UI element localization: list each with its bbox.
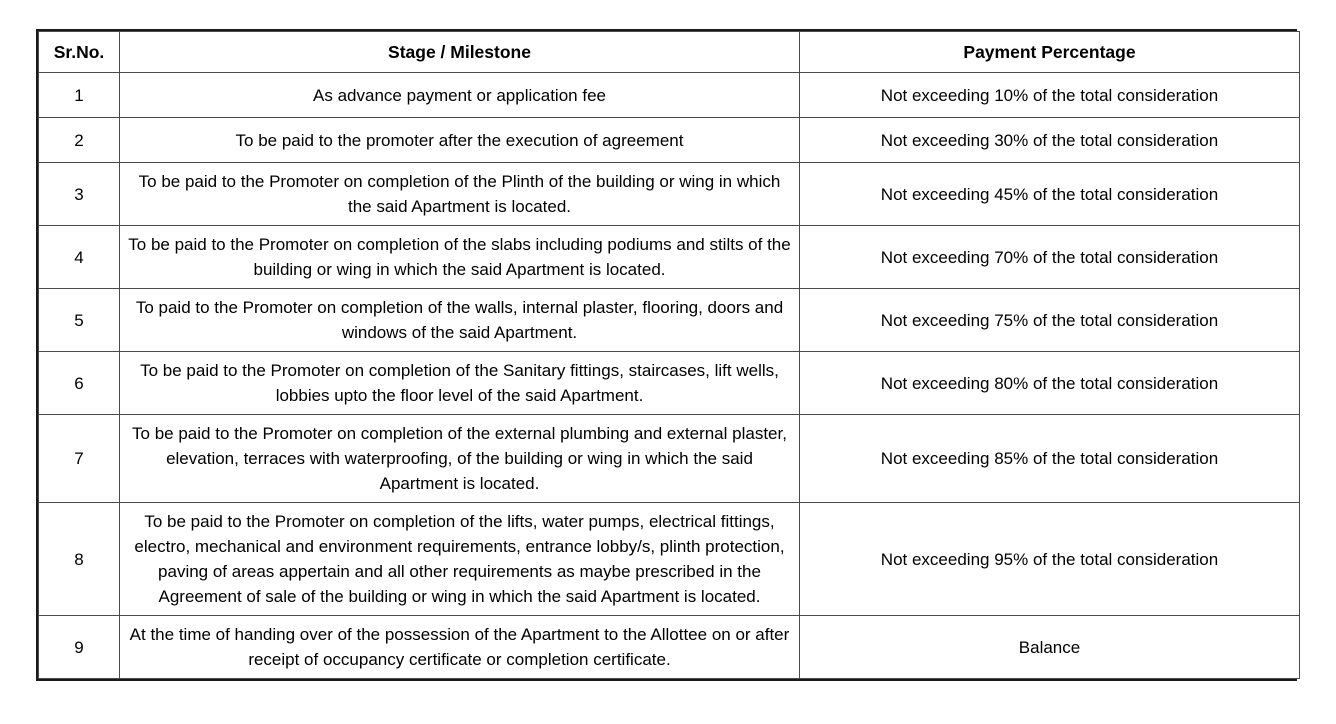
cell-srno: 1 — [39, 73, 120, 118]
table-header — [39, 32, 1300, 73]
cell-payment: Not exceeding 75% of the total consideration — [800, 289, 1300, 352]
table-row — [39, 289, 1300, 352]
table-row — [39, 226, 1300, 289]
cell-payment: Not exceeding 30% of the total consideration — [800, 118, 1300, 163]
cell-stage: To be paid to the Promoter on completion of the Sanitary fittings, staircases, lift wells, lobbies upto the floor level of the said Apartment. — [120, 352, 800, 415]
table-body — [39, 73, 1300, 679]
cell-srno: 5 — [39, 289, 120, 352]
table-row — [39, 503, 1300, 616]
cell-srno: 2 — [39, 118, 120, 163]
cell-payment: Not exceeding 10% of the total consideration — [800, 73, 1300, 118]
table-row — [39, 73, 1300, 118]
column-header-stage-milestone: Stage / Milestone — [120, 32, 800, 73]
cell-stage: To be paid to the Promoter on completion of the Plinth of the building or wing in which the said Apartment is located. — [120, 163, 800, 226]
cell-srno: 9 — [39, 616, 120, 679]
cell-srno: 6 — [39, 352, 120, 415]
cell-stage: To be paid to the promoter after the execution of agreement — [120, 118, 800, 163]
cell-payment: Not exceeding 45% of the total consideration — [800, 163, 1300, 226]
cell-stage: To paid to the Promoter on completion of the walls, internal plaster, flooring, doors and windows of the said Apartment. — [120, 289, 800, 352]
cell-payment: Not exceeding 95% of the total consideration — [800, 503, 1300, 616]
cell-stage: As advance payment or application fee — [120, 73, 800, 118]
cell-srno: 3 — [39, 163, 120, 226]
cell-payment: Not exceeding 85% of the total consideration — [800, 415, 1300, 503]
column-header-srno: Sr.No. — [39, 32, 120, 73]
cell-stage: At the time of handing over of the possession of the Apartment to the Allottee on or after receipt of occupancy certificate or completion certificate. — [120, 616, 800, 679]
cell-stage: To be paid to the Promoter on completion of the slabs including podiums and stilts of the building or wing in which the said Apartment is located. — [120, 226, 800, 289]
table-row — [39, 352, 1300, 415]
table-row — [39, 163, 1300, 226]
table-header-row — [39, 32, 1300, 73]
cell-payment: Balance — [800, 616, 1300, 679]
table-row — [39, 118, 1300, 163]
cell-payment: Not exceeding 70% of the total consideration — [800, 226, 1300, 289]
payment-milestone-table — [38, 31, 1300, 679]
table-row — [39, 415, 1300, 503]
payment-milestone-table-container — [36, 29, 1297, 681]
column-header-payment-percentage: Payment Percentage — [800, 32, 1300, 73]
cell-stage: To be paid to the Promoter on completion of the lifts, water pumps, electrical fittings, electro, mechanical and environment requirements, entrance lobby/s, plinth protection, paving of areas appertain and all other requirements as maybe prescribed in the Agreement of sale of the building or wing in which the said Apartment is located. — [120, 503, 800, 616]
cell-payment: Not exceeding 80% of the total consideration — [800, 352, 1300, 415]
cell-srno: 7 — [39, 415, 120, 503]
table-row — [39, 616, 1300, 679]
cell-srno: 8 — [39, 503, 120, 616]
cell-stage: To be paid to the Promoter on completion of the external plumbing and external plaster, elevation, terraces with waterproofing, of the building or wing in which the said Apartment is located. — [120, 415, 800, 503]
cell-srno: 4 — [39, 226, 120, 289]
